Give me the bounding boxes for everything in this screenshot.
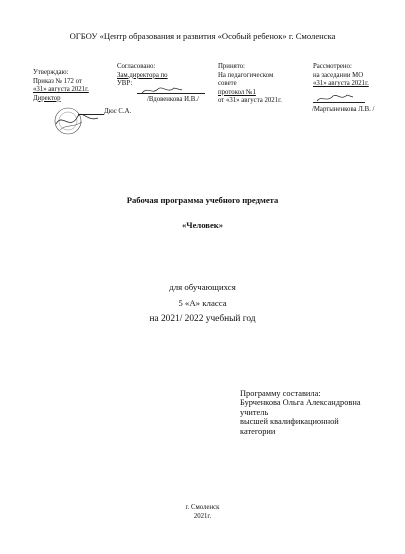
director-signature-stamp: [52, 104, 102, 138]
director-label: Директор: [33, 94, 61, 102]
order-number: Приказ № 172 от: [33, 77, 82, 85]
author-name: Бурченкова Ольга Александровна: [240, 398, 361, 408]
author-position: учитель: [240, 407, 269, 417]
deputy-name: /Вдовенкова И.В./: [147, 96, 199, 103]
academic-year: на 2021/ 2022 учебный год: [149, 314, 256, 324]
method-head-name: /Мартыненкова Л.В. /: [312, 106, 375, 113]
organization-header: ОГБОУ «Центр образования и развития «Особый ребенок» г. Смоленска: [69, 31, 336, 41]
director-name: Дюс С.А.: [104, 108, 132, 115]
approval-heading: Принято:: [218, 63, 245, 70]
council-line-2: совете: [218, 80, 237, 88]
deputy-title: Зам.директора по: [117, 71, 168, 79]
city: г. Смоленск: [185, 504, 220, 511]
protocol-number: протокол №1: [218, 88, 256, 96]
method-head-signature: [315, 92, 355, 104]
deputy-role: УВР:: [117, 80, 133, 88]
approval-heading: Рассмотрено:: [313, 63, 352, 70]
author-block: [240, 389, 361, 436]
council-line-1: На педагогическом: [218, 71, 274, 79]
approval-heading: Согласовано:: [117, 63, 156, 70]
audience-line: для обучающихся: [169, 282, 236, 292]
author-category: категории: [240, 426, 276, 436]
author-heading: Программу составила:: [240, 389, 321, 398]
author-qualification: высшей квалификационной: [240, 417, 339, 427]
method-date: «31» августа 2021г.: [313, 80, 369, 88]
subject-name: «Человек»: [181, 220, 224, 230]
approval-block-director: [33, 69, 89, 103]
year: 2021г.: [193, 513, 212, 520]
approval-heading: Утверждаю:: [33, 69, 69, 76]
protocol-date: от «31» августа 2021г.: [218, 97, 282, 105]
class-name: 5 «А» класса: [178, 298, 227, 308]
approval-block-method: [313, 63, 369, 89]
order-date: «31» августа 2021г.: [33, 86, 89, 94]
approval-block-council: [218, 63, 282, 106]
document-title: Рабочая программа учебного предмета: [126, 195, 279, 205]
deputy-signature: [140, 84, 184, 96]
method-council: на заседании МО: [313, 71, 364, 79]
